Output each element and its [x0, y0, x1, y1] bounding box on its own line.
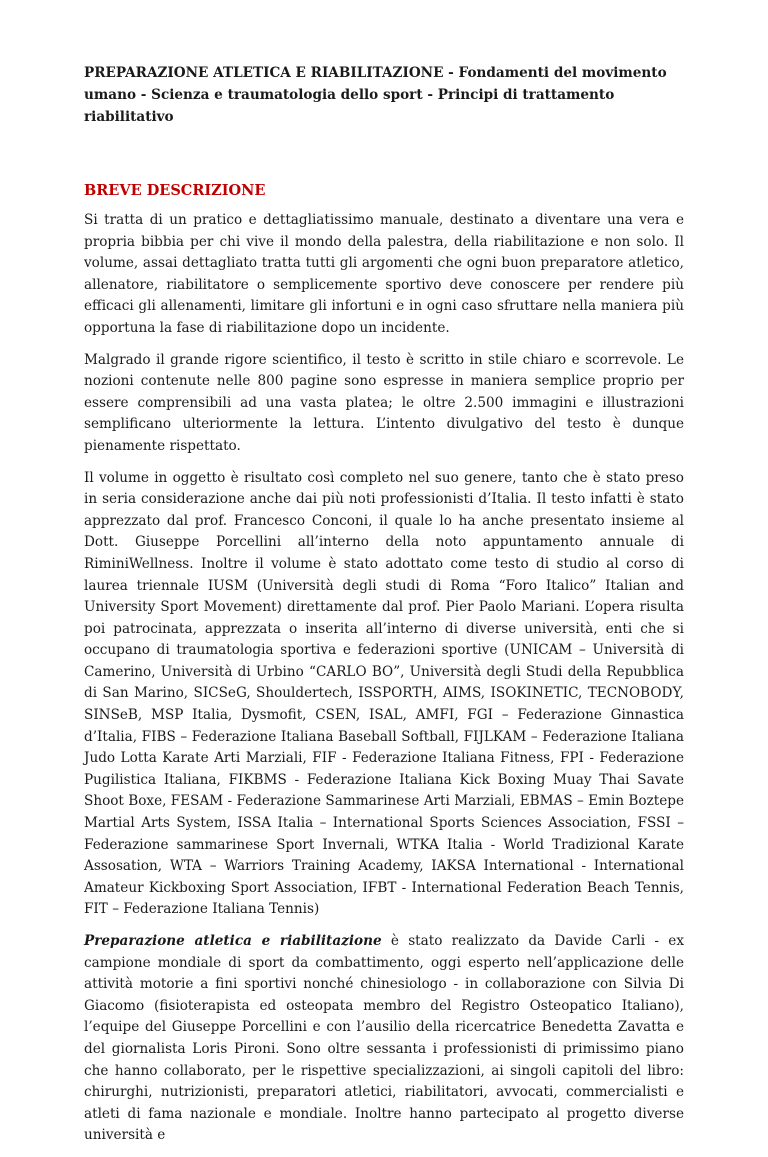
paragraph-3: Il volume in oggetto è risultato così completo nel suo genere, tanto che è stato preso in seria considerazione anche dai più noti professionisti d’Italia. Il testo infatti è stato apprezzato dal prof. Francesco Conconi, il quale lo ha anche presentato insieme al Dott. Giuseppe Porcellini all’interno della noto appuntamento annuale di RiminiWellness. Inoltre il volume è stato adottato come testo di studio al corso di laurea triennale IUSM (Università degli studi di Roma “Foro Italico” Italian and University Sport Movement) direttamente dal prof. Pier Paolo Mariani. L’opera risulta poi patrocinata, apprezzata o inserita all’interno di diverse università, enti che si occupano di traumatologia sportiva e federazioni sportive (UNICAM – Università di Camerino, Università di Urbino “CARLO BO”, Università degli Studi della Repubblica di San Marino, SICSeG, Shouldertech, ISSPORTH, AIMS, ISOKINETIC, TECNOBODY, SINSeB, MSP Italia, Dysmofit, CSEN, ISAL, AMFI, FGI – Federazione Ginnastica d’Italia, FIBS – Federazione Italiana Baseball Softball, FIJLKAM – Federazione Italiana Judo Lotta Karate Arti Marziali, FIF - Federazione Italiana Fitness, FPI - Federazione Pugilistica Italiana, FIKBMS - Federazione Italiana Kick Boxing Muay Thai Savate Shoot Boxe, FESAM - Federazione Sammarinese Arti Marziali, EBMAS – Emin Boztepe Martial Arts System, ISSA Italia – International Sports Sciences Association, FSSI – Federazione sammarinese Sport Invernali, WTKA Italia - World Tradizional Karate Assosation, WTA – Warriors Training Academy, IAKSA International - International Amateur Kickboxing Sport Association, IFBT - International Federation Beach Tennis, FIT – Federazione Italiana Tennis) [84, 469, 684, 918]
document-page [84, 62, 684, 1157]
book-title: Preparazione atletica e riabilitazione [84, 933, 382, 949]
paragraph-4-text: è stato realizzato da Davide Carli - ex campione mondiale di sport da combattimento, oggi esperto nell’applicazione delle attività motorie a fini sportivi nonché chinesiologo - in collaborazione con Silvia Di Giacomo (fisioterapista ed osteopata membro del Registro Osteopatico Italiano), l’equipe del Giuseppe Porcellini e con l’ausilio della ricercatrice Benedetta Zavatta e del giornalista Loris Pironi. Sono oltre sessanta i professionisti di primissimo piano che hanno collaborato, per le rispettive specializzazioni, ai singoli capitoli del libro: chirurghi, nutrizionisti, preparatori atletici, riabilitatori, avvocati, commercialisti e atleti di fama nazionale e mondiale. Inoltre hanno partecipato al progetto diverse università e [84, 933, 685, 1144]
paragraph-1: Si tratta di un pratico e dettagliatissimo manuale, destinato a diventare una vera e propria bibbia per chi vive il mondo della palestra, della riabilitazione e non solo. Il volume, assai dettagliato tratta tutti gli argomenti che ogni buon preparatore atletico, allenatore, riabilitatore o semplicemente sportivo deve conoscere per rendere più efficaci gli allenamenti, limitare gli infortuni e in ogni caso sfruttare nella maniera più opportuna la fase di riabilitazione dopo un incidente. [84, 212, 684, 336]
section-heading: BREVE DESCRIZIONE [84, 182, 266, 199]
document-title: PREPARAZIONE ATLETICA E RIABILITAZIONE - Fondamenti del movimento umano - Scienza e traumatologia dello sport - Principi di trattamento riabilitativo [84, 65, 667, 125]
paragraph-2: Malgrado il grande rigore scientifico, il testo è scritto in stile chiaro e scorrevole. Le nozioni contenute nelle 800 pagine sono espresse in maniera semplice proprio per essere comprensibili ad una vasta platea; le oltre 2.500 immagini e illustrazioni semplificano ulteriormente la lettura. L’intento divulgativo del testo è dunque pienamente rispettato. [84, 351, 684, 454]
paragraph-4 [84, 931, 684, 1147]
